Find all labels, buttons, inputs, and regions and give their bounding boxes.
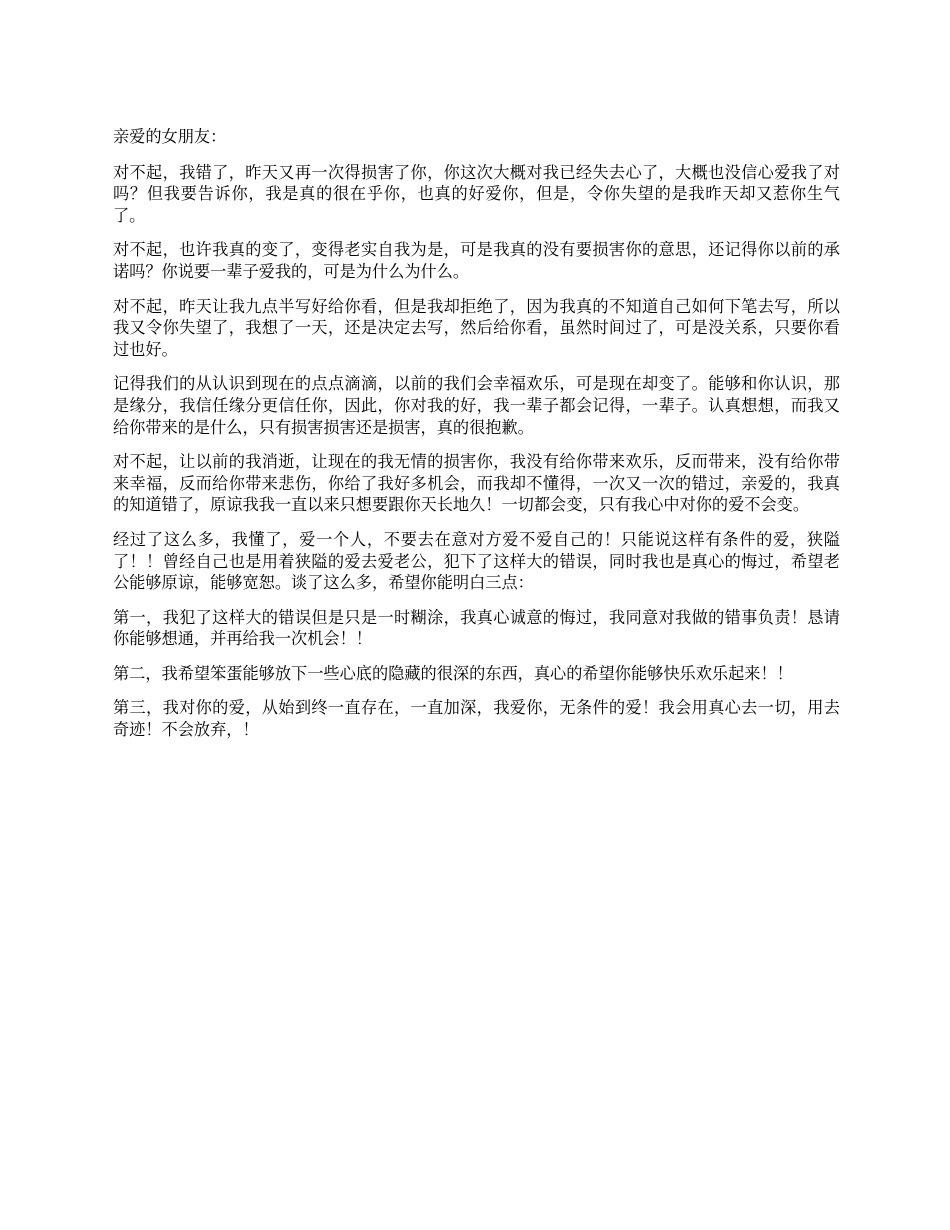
letter-body xyxy=(113,126,840,754)
letter-paragraph: 对不起，让以前的我消逝，让现在的我无情的损害你，我没有给你带来欢乐，反而带来，没有给你带来幸福，反而给你带来悲伤，你给了我好多机会，而我却不懂得，一次又一次的错过，亲爱的，我真的知道错了，原谅我我一直以来只想要跟你天长地久！一切都会变，只有我心中对你的爱不会变。 xyxy=(113,452,840,515)
letter-paragraph: 对不起，我错了，昨天又再一次得损害了你，你这次大概对我已经失去心了，大概也没信心爱我了对吗？但我要告诉你，我是真的很在乎你，也真的好爱你，但是，令你失望的是我昨天却又惹你生气了。 xyxy=(113,162,840,225)
letter-paragraph: 记得我们的从认识到现在的点点滴滴，以前的我们会幸福欢乐，可是现在却变了。能够和你认识，那是缘分，我信任缘分更信任你，因此，你对我的好，我一辈子都会记得，一辈子。认真想想，而我又给你带来的是什么，只有损害损害还是损害，真的很抱歉。 xyxy=(113,374,840,437)
letter-paragraph: 对不起，也许我真的变了，变得老实自我为是，可是我真的没有要损害你的意思，还记得你以前的承诺吗？你说要一辈子爱我的，可是为什么为什么。 xyxy=(113,240,840,281)
letter-paragraph: 对不起，昨天让我九点半写好给你看，但是我却拒绝了，因为我真的不知道自己如何下笔去写，所以我又令你失望了，我想了一天，还是决定去写，然后给你看，虽然时间过了，可是没关系，只要你看过也好。 xyxy=(113,296,840,359)
letter-paragraph: 第三，我对你的爱，从始到终一直存在，一直加深，我爱你，无条件的爱！我会用真心去一切，用去奇迹！不会放弃，！ xyxy=(113,698,840,740)
letter-salutation: 亲爱的女朋友： xyxy=(113,127,227,146)
letter-paragraph: 第二，我希望笨蛋能够放下一些心底的隐藏的很深的东西，真心的希望你能够快乐欢乐起来！！ xyxy=(113,663,793,683)
letter-paragraph: 经过了这么多，我懂了，爱一个人，不要去在意对方爱不爱自己的！只能说这样有条件的爱，狭隘了！！曾经自己也是用着狭隘的爱去爱老公，犯下了这样大的错误，同时我也是真心的悔过，希望老公能够原谅，能够宽恕。谈了这么多，希望你能明白三点： xyxy=(113,529,840,593)
letter-paragraph: 第一，我犯了这样大的错误但是只是一时糊涂，我真心诚意的悔过，我同意对我做的错事负责！恳请你能够想通，并再给我一次机会！！ xyxy=(113,607,840,649)
